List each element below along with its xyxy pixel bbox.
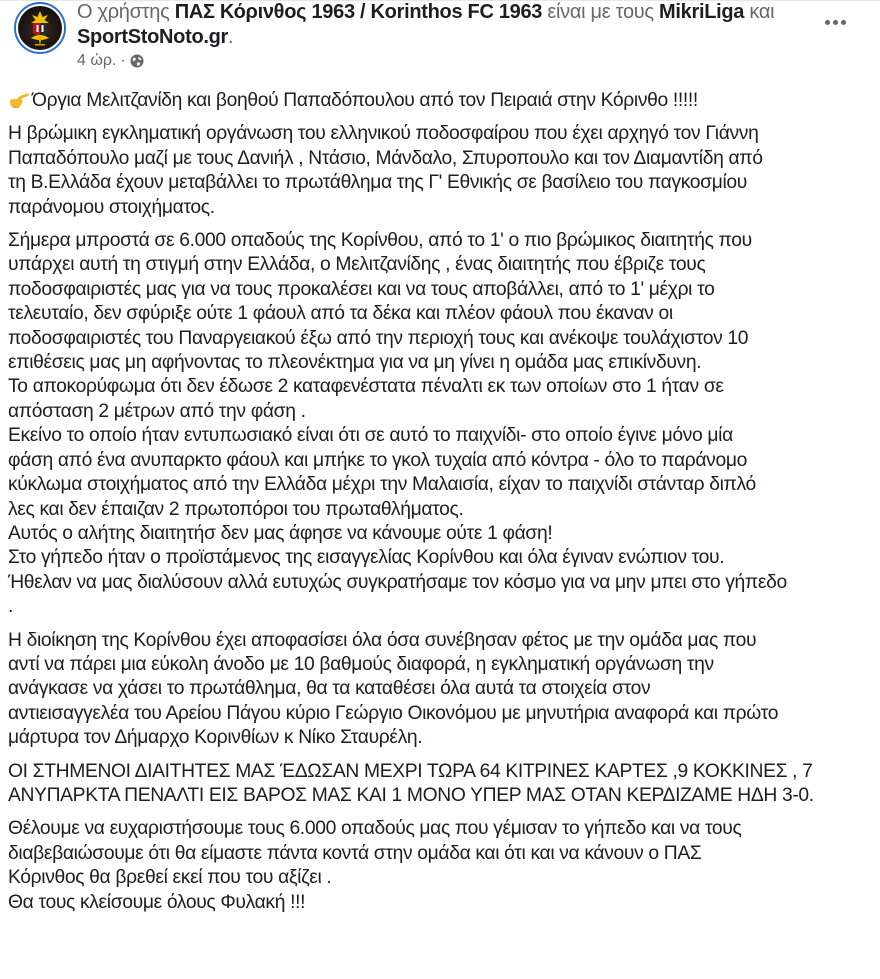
text-line: Εκείνο το οποίο ήταν εντυπωσιακό είναι ότι σε αυτό το παιχνίδι- στο οποίο έγινε μόνο μία <box>8 425 733 447</box>
text-line: Θέλουμε να ευχαριστήσουμε τους 6.000 οπαδούς μας που γέμισαν το γήπεδο και να τους <box>8 818 742 840</box>
more-options-button[interactable] <box>820 14 850 30</box>
header-prefix: Ο χρήστης <box>77 1 170 23</box>
text-line: Η βρώμικη εγκληματική οργάνωση του ελληνικού ποδοσφαίρου που έχει αρχηγό τον Γιάννη <box>8 123 759 145</box>
text-line: ποδοσφαιριστές μας για να τους προκαλέσει και να τους αποβάλλει, από το 1' μέχρι το <box>8 278 715 300</box>
text-line: . <box>8 596 14 618</box>
paragraph-3 <box>8 629 872 751</box>
text-line: τελευταίο, δεν σφύριξε ούτε 1 φάουλ από τα δέκα και πλέον φάουλ που έκαναν οι <box>8 303 673 325</box>
text-line: μάρτυρα τον Δήμαρχο Κορινθίων κ Νίκο Σταυρέλη. <box>8 727 423 749</box>
text-line: Παπαδόπουλο μαζί με τους Δανιήλ , Ντάσιο, Μάνδαλο, Σπυροπουλο και τον Διαμαντίδη από <box>8 147 763 169</box>
text-line: απόσταση 2 μέτρων από την φάση . <box>8 400 306 422</box>
more-horizontal-icon <box>825 20 830 25</box>
text-line: διαβεβαιώσουμε ότι θα είμαστε πάντα κοντά στην ομάδα και ότι και να κάνουν ο ΠΑΣ <box>8 842 702 864</box>
post-title: Όργια Μελιτζανίδη και βοηθού Παπαδόπουλου από τον Πειραιά στην Κόρινθο !!!!! <box>32 90 698 111</box>
author-link[interactable]: ΠΑΣ Κόρινθος 1963 / Korinthos FC 1963 <box>174 1 543 23</box>
more-horizontal-icon <box>841 20 846 25</box>
pointing-hand-icon <box>8 92 30 110</box>
header-with-text: είναι με τους <box>547 1 654 23</box>
text-line: φάση από ένα ανυπαρκτο φάουλ και μπήκε το γκολ τυχαία από κόντρα - όλο το παράνομο <box>8 449 747 471</box>
header-and-text: και <box>749 1 775 23</box>
text-line: ΟΙ ΣΤΗΜΕΝΟΙ ΔΙΑΙΤΗΤΕΣ ΜΑΣ ΈΔΩΣΑΝ ΜΕΧΡΙ ΤΩΡΑ 64 ΚΙΤΡΙΝΕΣ ΚΑΡΤΕΣ ,9 ΚΟΚΚΙΝΕΣ , 7 <box>8 760 813 782</box>
text-line: κύκλωμα στοιχήματος από την Ελλάδα μέχρι την Μαλαισία, είχαν το παιχνίδι στάνταρ διπλό <box>8 474 756 496</box>
text-line: ανάγκασε να χάσει το πρωτάθλημα, θα τα καταθέσει όλα αυτά τα στοιχεία στον <box>8 678 651 700</box>
text-line: λες και δεν έπαιζαν 2 πρωτοπόροι του πρωταθλήματος. <box>8 498 464 520</box>
text-line: Ήθελαν να μας διαλύσουν αλλά ευτυχώς συγκρατήσαμε τον κόσμο για να μην μπει στο γήπεδο <box>8 571 787 593</box>
post-meta <box>77 51 144 71</box>
post-timestamp[interactable]: 4 ώρ. <box>77 52 117 69</box>
text-line: τη Β.Ελλάδα έχουν μεταβάλλει το πρωτάθλημα της Γ' Εθνικής σε βασίλειο του παγκοσμίου <box>8 172 747 194</box>
tagged-page-link-sportstonoto[interactable]: SportStoNoto.gr <box>77 26 229 48</box>
tagged-page-link-mikriliga[interactable]: MikriLiga <box>659 1 745 23</box>
text-line: αντιεισαγγελέα του Αρείου Πάγου κύριο Γεώργιο Οικονόμου με μηνυτήρια αναφορά και πρώτο <box>8 702 779 724</box>
header-end-punct: . <box>228 26 234 48</box>
post-header-text <box>77 0 790 50</box>
meta-separator: · <box>120 52 126 69</box>
text-line: Το αποκορύφωμα ότι δεν έδωσε 2 καταφενέστατα πέναλτι εκ των οποίων στο 1 ήταν σε <box>8 376 724 398</box>
text-line: ΑΝΥΠΑΡΚΤΑ ΠΕΝΑΛΤΙ ΕΙΣ ΒΑΡΟΣ ΜΑΣ ΚΑΙ 1 ΜΟΝΟ ΥΠΕΡ ΜΑΣ ΟΤΑΝ ΚΕΡΔΙΖΑΜΕ ΗΔΗ 3-0. <box>8 784 814 806</box>
text-line: Κόρινθος θα βρεθεί εκεί που του αξίζει . <box>8 867 332 889</box>
text-line: επιθέσεις μας μη αφήνοντας το πλεονέκτημα για να μη γίνει η ομάδα μας επικίνδυνη. <box>8 352 702 374</box>
club-crest-icon <box>18 6 62 50</box>
text-line: παράνομου στοιχήματος. <box>8 196 215 218</box>
text-line: Θα τους κλείσουμε όλους Φυλακή !!! <box>8 891 306 913</box>
paragraph-1 <box>8 122 872 220</box>
globe-icon[interactable] <box>130 54 144 68</box>
text-line: υπάρχει αυτή τη στιγμή στην Ελλάδα, ο Μελιτζανίδης , ένας διαιτητής που έβριζε τους <box>8 254 706 276</box>
paragraph-5 <box>8 817 872 915</box>
more-horizontal-icon <box>833 20 838 25</box>
text-line: ποδοσφαιριστές του Παναργειακού έξω από την περιοχή τους και ανέκοψε τουλάχιστον 10 <box>8 327 749 349</box>
post-header <box>8 0 870 80</box>
text-line: Η διοίκηση της Κορίνθου έχει αποφασίσει όλα όσα συνέβησαν φέτος με την ομάδα μας που <box>8 629 757 651</box>
text-line: Αυτός ο αλήτης διαιτητήσ δεν μας άφησε να κάνουμε ούτε 1 φάση! <box>8 522 553 544</box>
post-body <box>8 89 872 924</box>
post-title-line <box>8 89 872 113</box>
text-line: Στο γήπεδο ήταν ο προϊστάμενος της εισαγγελίας Κορίνθου και όλα έγιναν ενώπιον του. <box>8 547 725 569</box>
text-line: Σήμερα μπροστά σε 6.000 οπαδούς της Κορίνθου, από το 1' ο πιο βρώμικος διαιτητής που <box>8 230 752 252</box>
avatar[interactable] <box>14 2 66 54</box>
paragraph-2 <box>8 229 872 620</box>
text-line: αντί να πάρει μια εύκολη άνοδο με 10 βαθμούς διαφορά, η εγκληματική οργάνωση την <box>8 653 714 675</box>
paragraph-4 <box>8 760 872 809</box>
